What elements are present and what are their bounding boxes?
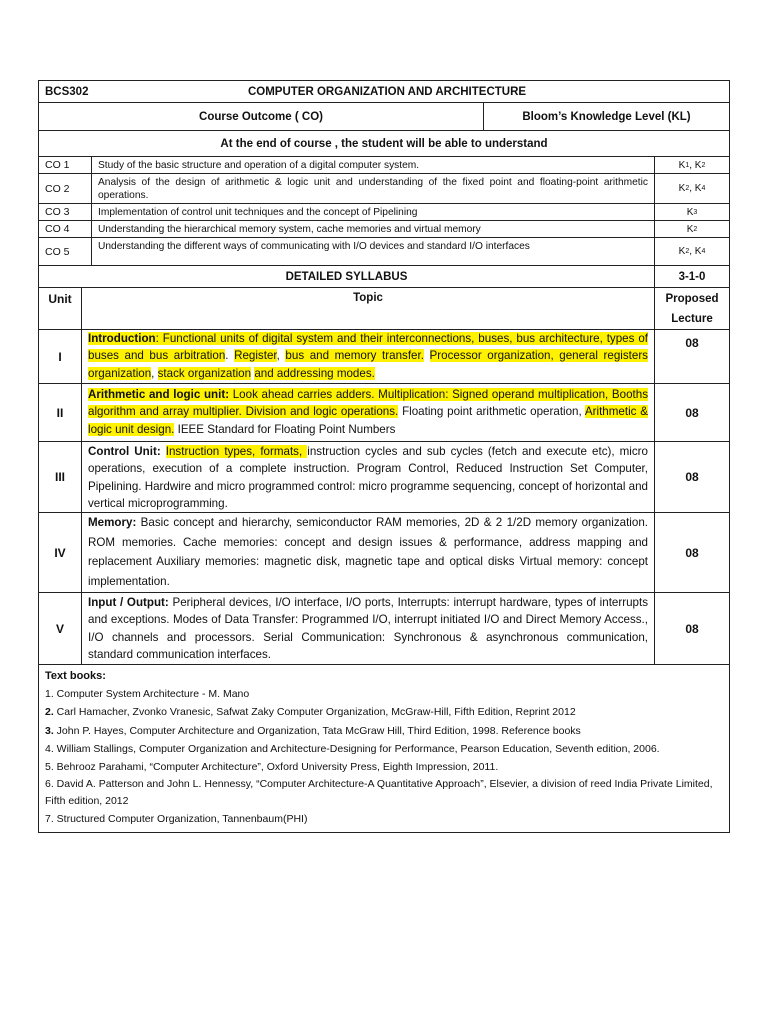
syllabus-heading-row <box>39 266 729 288</box>
co-kl: K 3 <box>654 204 729 220</box>
title-row <box>39 81 729 103</box>
credits: 3-1-0 <box>654 266 729 287</box>
topic-header: Topic <box>81 288 654 329</box>
statement-row <box>39 131 729 157</box>
unit-topic: Input / Output: Peripheral devices, I/O interface, I/O ports, Interrupts: interrupt hardware, types of interrupts and exceptions. Modes of Data Transfer: Programmed I/O, interrupt initiated I/O and Direct Memory Access., I/O channels and processors. Serial Communication: Synchronous & asynchronous communication, standard communication interfaces. <box>81 593 654 664</box>
unit-row <box>39 330 729 384</box>
co-heading: Course Outcome ( CO) <box>199 110 323 123</box>
textbooks-heading: Text books: <box>45 670 106 682</box>
textbooks-row <box>39 665 729 832</box>
unit-topic: Control Unit: Instruction types, formats, instruction cycles and sub cycles (fetch and execute etc), micro operations, execution of a complete instruction. Program Control, Reduced Instruction Set Computer, Pipelining. Hardwire and micro programmed control: micro programme sequencing, concept of horizontal and vertical microprogramming. <box>81 442 654 512</box>
textbook-item: 1. Computer System Architecture - M. Mano <box>45 688 250 701</box>
co-row <box>39 174 729 204</box>
co-desc: Understanding the different ways of communicating with I/O devices and standard I/O interfaces <box>91 238 654 265</box>
co-code: CO 5 <box>45 245 70 258</box>
textbook-item: 3. John P. Hayes, Computer Architecture and Organization, Tata McGraw Hill, Third Edition, 1998. Reference books <box>45 724 581 737</box>
co-desc: Analysis of the design of arithmetic & logic unit and understanding of the fixed point and floating-point arithmetic operations. <box>91 174 654 203</box>
unit-header: Unit <box>48 292 72 306</box>
course-code: BCS302 <box>45 85 89 98</box>
unit-row <box>39 384 729 442</box>
co-code: CO 3 <box>45 206 70 218</box>
co-heading-row <box>39 103 729 131</box>
textbook-item: 7. Structured Computer Organization, Tannenbaum(PHI) <box>45 813 308 826</box>
unit-topic: Memory: Basic concept and hierarchy, semiconductor RAM memories, 2D & 2 1/2D memory organization. ROM memories. Cache memories: concept and design issues & performance, address mapping and replacement Auxiliary memories: magnetic disk, magnetic tape and optical disks Virtual memory: concept implementation. <box>81 513 654 592</box>
textbook-item: 5. Behrooz Parahami, “Computer Architecture”, Oxford University Press, Eighth Impression, 2011. <box>45 761 499 774</box>
kl-heading: Bloom’s Knowledge Level (KL) <box>483 103 729 130</box>
unit-lectures: 08 <box>654 330 729 383</box>
co-kl: K 1 , K 2 <box>654 157 729 173</box>
unit-lectures: 08 <box>654 593 729 664</box>
unit-number: III <box>54 470 65 484</box>
co-kl: K 2 , K 4 <box>654 238 729 265</box>
lecture-header: Proposed Lecture <box>654 288 729 329</box>
textbooks <box>39 665 729 832</box>
co-desc: Implementation of control unit techniques and the concept of Pipelining <box>91 204 654 220</box>
course-title: COMPUTER ORGANIZATION AND ARCHITECTURE <box>247 85 527 98</box>
co-code: CO 2 <box>45 182 70 195</box>
unit-row <box>39 593 729 665</box>
statement: At the end of course , the student will be able to understand <box>220 137 548 150</box>
unit-lectures: 08 <box>654 513 729 592</box>
co-code: CO 4 <box>45 223 70 235</box>
co-code: CO 1 <box>45 159 70 171</box>
unit-lectures: 08 <box>654 442 729 512</box>
co-row <box>39 204 729 221</box>
syllabus-table <box>38 80 730 833</box>
unit-row <box>39 442 729 513</box>
co-row <box>39 157 729 174</box>
unit-number: II <box>56 405 64 420</box>
syllabus-header-row <box>39 288 729 330</box>
textbook-item: 6. David A. Patterson and John L. Hennessy, “Computer Architecture-A Quantitative Approach”, Elsevier, a division of reed India Private Limited, Fifth edition, 2012 <box>45 778 713 808</box>
co-row <box>39 238 729 266</box>
co-kl: K 2 , K 4 <box>654 174 729 203</box>
unit-row <box>39 513 729 593</box>
co-row <box>39 221 729 238</box>
textbook-item: 2. Carl Hamacher, Zvonko Vranesic, Safwat Zaky Computer Organization, McGraw-Hill, Fifth Edition, Reprint 2012 <box>45 706 576 719</box>
co-kl: K 2 <box>654 221 729 237</box>
co-desc: Study of the basic structure and operation of a digital computer system. <box>91 157 654 173</box>
co-desc: Understanding the hierarchical memory system, cache memories and virtual memory <box>91 221 654 237</box>
syllabus-heading: DETAILED SYLLABUS <box>285 270 408 283</box>
unit-number: V <box>55 621 64 636</box>
unit-topic: Arithmetic and logic unit: Look ahead carries adders. Multiplication: Signed operand multiplication, Booths algorithm and array multiplier. Division and logic operations. Floating point arithmetic operation, Arithmetic & logic unit design. IEEE Standard for Floating Point Numbers <box>81 384 654 441</box>
unit-number: I <box>58 349 62 364</box>
unit-topic: Introduction: Functional units of digital system and their interconnections, buses, bus architecture, types of buses and bus arbitration. Register, bus and memory transfer. Processor organization, general registers organization, stack organization and addressing modes. <box>81 330 654 383</box>
unit-lectures: 08 <box>654 384 729 441</box>
textbook-item: 4. William Stallings, Computer Organization and Architecture-Designing for Performance, Pearson Education, Seventh edition, 2006. <box>45 742 660 755</box>
unit-number: IV <box>54 545 66 560</box>
